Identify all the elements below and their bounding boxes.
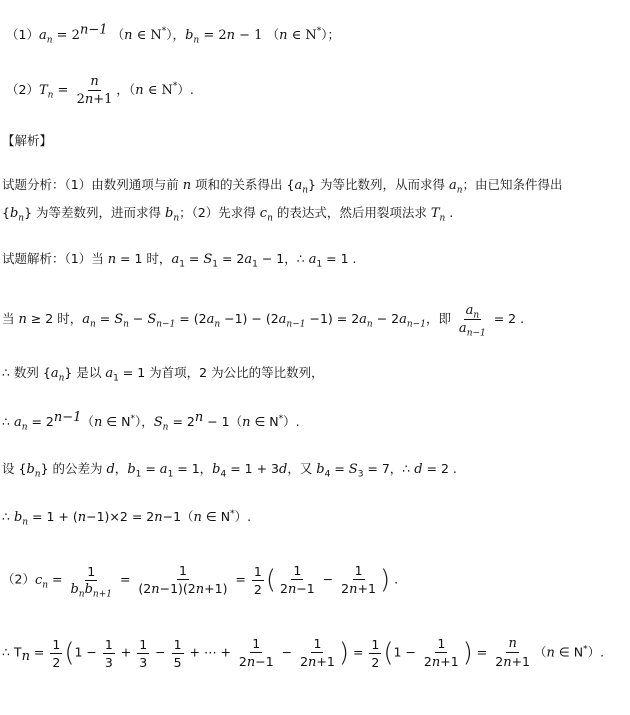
answer2-label: （2） xyxy=(6,82,39,97)
answer2-formula: $T_n$ = $\frac{n}{2n+1}$ ，（n ∈ N*）. xyxy=(38,74,194,107)
answer1-formula: $a_n = 2^{n-1}$ （n ∈ N*），$b_n = 2n - 1$ （n ∈ N*）； xyxy=(38,22,340,46)
analysis-line-1: 试题分析：（1）由数列通项与前 n 项和的关系得出 $\{a_n\}$ 为等比数列，从而求得 $a_n$；由已知条件得出 xyxy=(2,177,563,196)
answer-line-2 xyxy=(6,74,194,107)
solution-step-5: 设 $\{b_n\}$ 的公差为 d，$b_1 = a_1 = 1$，$b_4 = 1 + 3d$，又 $b_4 = S_3 = 7$，∴ d = 2 . xyxy=(2,461,457,480)
solution-step-8: ∴ $T_n$ = $\frac{1}{2}$ (1 − $\frac{1}{3}$ + $\frac{1}{3}$ − $\frac{1}{5}$ + ⋯ + $\frac{1}{2n-1}$ − $\frac{1}{2n+1}$ ) = $\frac{1}{2}$ (1 − $\frac{1}{2n+1}$ ) = $\frac{n}{2n+1}$ （n ∈ N*）. xyxy=(2,636,605,670)
solution-step-2: 当 n ≥ 2 时，$a_n = S_n - S_{n-1} = (2a_n -1) - (2a_{n-1} -1) = 2a_n - 2a_{n-1}$，即 $\frac{a_n}{a_{n-1}}$ = 2 . xyxy=(2,303,525,339)
answer-line-1 xyxy=(6,22,340,46)
solution-step-1: 试题解析：（1）当 n = 1 时，$a_1 = S_1 = 2a_1 - 1$，∴ $a_1 = 1$ . xyxy=(2,251,357,270)
solution-label: 试题解析： xyxy=(2,251,65,266)
solution-step-7: $(2)c_n$ = $\frac{1}{b_nb_{n+1}}$ = $\frac{1}{(2n-1)(2n+1)}$ = $\frac{1}{2}$ ( $\frac{1}{2n-1}$ − $\frac{1}{2n+1}$ ) . xyxy=(2,563,399,600)
solution-step-6: ∴ $b_n = 1 + (n-1)\times 2 = 2n-1(n$ ∈ N*）. xyxy=(2,508,252,528)
analysis-label: 试题分析： xyxy=(2,177,65,192)
analysis-line-2: $\{b_n\}$ 为等差数列，进而求得 $b_n$；（2）先求得 $c_n$ 的表达式，然后用裂项法求 $T_n$ . xyxy=(2,205,454,224)
solution-step-3: ∴ 数列 $\{a_n\}$ 是以 $a_1 = 1$ 为首项，2 为公比的等比数列， xyxy=(2,365,324,384)
solution-step-4: ∴ $a_n = 2^{n-1}(n$ ∈ N*），$S_n = 2^n - 1(n$ ∈ N*）. xyxy=(2,409,300,433)
section-title: 【解析】 xyxy=(2,133,53,148)
answer1-label: （1） xyxy=(6,27,39,42)
